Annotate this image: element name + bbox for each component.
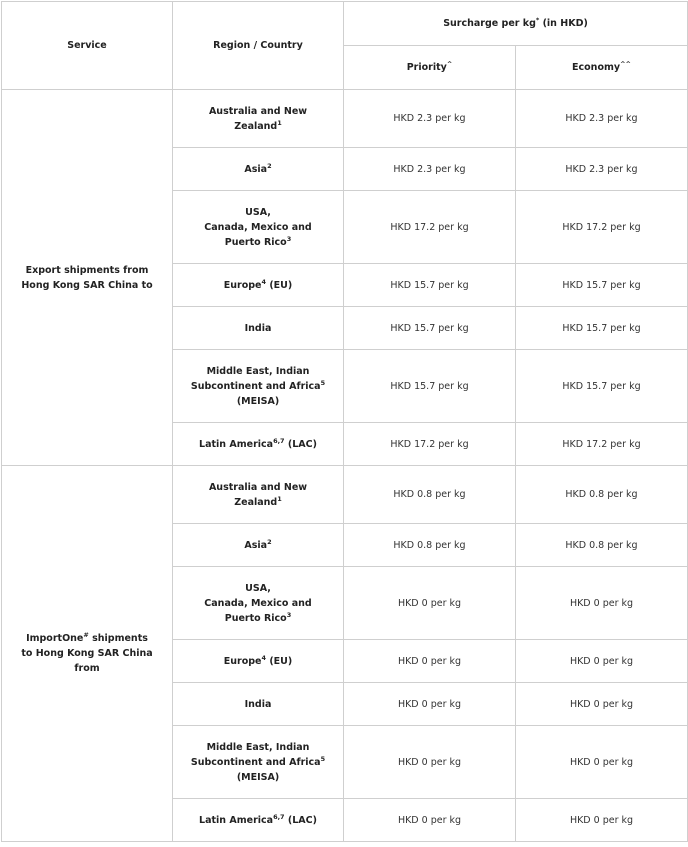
header-priority: Priority^ (344, 46, 516, 90)
service-export-cell: Export shipments from Hong Kong SAR China to (2, 90, 173, 466)
region-cell: Europe$^4$ (EU) (173, 640, 344, 683)
economy-cell: HKD 17.2 per kg (516, 191, 688, 264)
priority-cell: HKD 15.7 per kg (344, 264, 516, 307)
economy-cell: HKD 0 per kg (516, 683, 688, 726)
surcharge-table (1, 1, 688, 842)
priority-cell: HKD 0 per kg (344, 683, 516, 726)
economy-cell: HKD 0 per kg (516, 799, 688, 842)
region-cell: Asia$^2$ (173, 148, 344, 191)
table-row (2, 90, 688, 148)
region-cell: USA, Canada, Mexico and Puerto Rico$^3$ (173, 567, 344, 640)
region-cell: India (173, 683, 344, 726)
priority-cell: HKD 0.8 per kg (344, 466, 516, 524)
economy-cell: HKD 2.3 per kg (516, 90, 688, 148)
priority-cell: HKD 0 per kg (344, 567, 516, 640)
priority-cell: HKD 2.3 per kg (344, 90, 516, 148)
priority-cell: HKD 15.7 per kg (344, 350, 516, 423)
region-cell: Middle East, Indian Subcontinent and Africa$^5$ (MEISA) (173, 350, 344, 423)
region-cell: Latin America$^{6,7}$ (LAC) (173, 423, 344, 466)
region-cell: Latin America$^{6,7}$ (LAC) (173, 799, 344, 842)
region-cell: Australia and New Zealand$^1$ (173, 466, 344, 524)
region-cell: Europe$^4$ (EU) (173, 264, 344, 307)
region-cell: Asia$^2$ (173, 524, 344, 567)
priority-cell: HKD 0.8 per kg (344, 524, 516, 567)
region-cell: Australia and New Zealand$^1$ (173, 90, 344, 148)
economy-cell: HKD 0 per kg (516, 640, 688, 683)
priority-cell: HKD 0 per kg (344, 726, 516, 799)
priority-cell: HKD 0 per kg (344, 799, 516, 842)
economy-cell: HKD 15.7 per kg (516, 307, 688, 350)
economy-cell: HKD 17.2 per kg (516, 423, 688, 466)
header-economy: Economy^^ (516, 46, 688, 90)
service-importone-cell: ImportOne# shipments to Hong Kong SAR China from (2, 466, 173, 842)
region-cell: USA, Canada, Mexico and Puerto Rico$^3$ (173, 191, 344, 264)
priority-cell: HKD 17.2 per kg (344, 191, 516, 264)
priority-cell: HKD 2.3 per kg (344, 148, 516, 191)
economy-cell: HKD 0.8 per kg (516, 524, 688, 567)
table-row (2, 466, 688, 524)
economy-cell: HKD 2.3 per kg (516, 148, 688, 191)
priority-cell: HKD 0 per kg (344, 640, 516, 683)
economy-cell: HKD 15.7 per kg (516, 350, 688, 423)
economy-cell: HKD 0.8 per kg (516, 466, 688, 524)
region-cell: India (173, 307, 344, 350)
header-region: Region / Country (173, 2, 344, 90)
economy-cell: HKD 0 per kg (516, 567, 688, 640)
region-cell: Middle East, Indian Subcontinent and Africa$^5$ (MEISA) (173, 726, 344, 799)
priority-cell: HKD 15.7 per kg (344, 307, 516, 350)
economy-cell: HKD 0 per kg (516, 726, 688, 799)
economy-cell: HKD 15.7 per kg (516, 264, 688, 307)
header-surcharge: Surcharge per kg* (in HKD) (344, 2, 688, 46)
priority-cell: HKD 17.2 per kg (344, 423, 516, 466)
header-service: Service (2, 2, 173, 90)
